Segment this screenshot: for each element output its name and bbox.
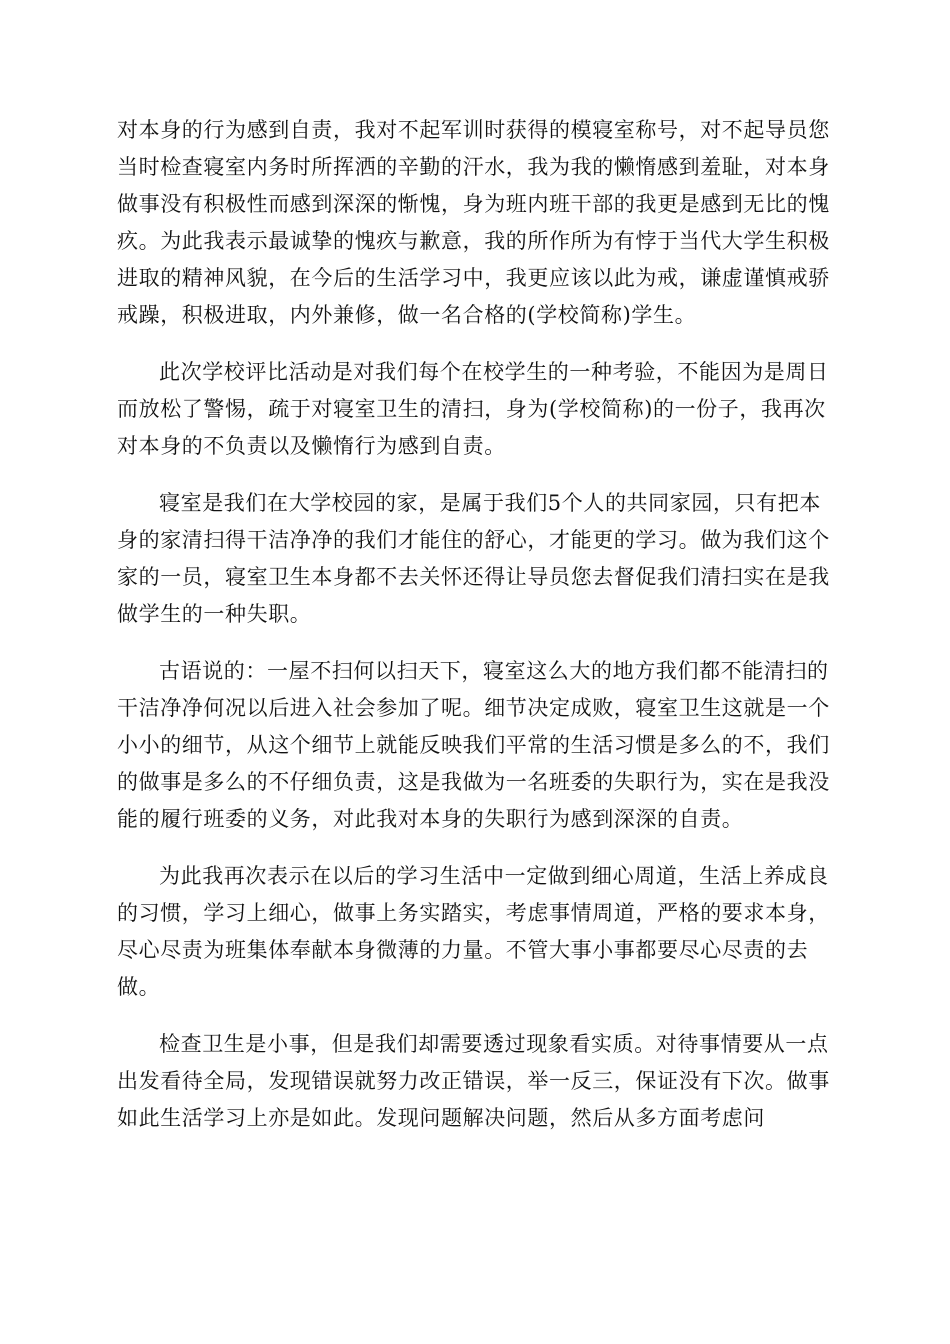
document-body [117, 112, 833, 1157]
paragraph-2: 此次学校评比活动是对我们每个在校学生的一种考验，不能因为是周日而放松了警惕，疏于对寝室卫生的清扫，身为(学校简称)的一份子，我再次对本身的不负责以及懒惰行为感到自责。 [117, 360, 829, 458]
paragraph-5: 为此我再次表示在以后的学习生活中一定做到细心周道，生活上养成良的习惯，学习上细心，做事上务实踏实，考虑事情周道，严格的要求本身，尽心尽责为班集体奉献本身微薄的力量。不管大事小事都要尽心尽责的去做。 [117, 864, 830, 999]
paragraph-3: 寝室是我们在大学校园的家，是属于我们5个人的共同家园，只有把本身的家清扫得干洁净净的我们才能住的舒心，才能更的学习。做为我们这个家的一员，寝室卫生本身都不去关怀还得让导员您去督促我们清扫实在是我做学生的一种失职。 [117, 491, 830, 626]
paragraph-4: 古语说的：一屋不扫何以扫天下，寝室这么大的地方我们都不能清扫的干洁净净何况以后进入社会参加了呢。细节决定成败，寝室卫生这就是一个小小的细节，从这个细节上就能反映我们平常的生活习惯是多么的不，我们的做事是多么的不仔细负责，这是我做为一名班委的失职行为，实在是我没能的履行班委的义务，对此我对本身的失职行为感到深深的自责。 [117, 659, 830, 831]
paragraph-1: 对本身的行为感到自责，我对不起军训时获得的模寝室称号，对不起导员您当时检查寝室内务时所挥洒的辛勤的汗水，我为我的懒惰感到羞耻，对本身做事没有积极性而感到深深的惭愧，身为班内班干部的我更是感到无比的愧疚。为此我表示最诚挚的愧疚与歉意，我的所作所为有悖于当代大学生积极进取的精神风貌，在今后的生活学习中，我更应该以此为戒，谦虚谨慎戒骄戒躁，积极进取，内外兼修，做一名合格的(学校简称)学生。 [117, 118, 830, 327]
paragraph-6: 检查卫生是小事，但是我们却需要透过现象看实质。对待事情要从一点出发看待全局，发现错误就努力改正错误，举一反三，保证没有下次。做事如此生活学习上亦是如此。发现问题解决问题，然后从多方面考虑问 [117, 1032, 830, 1130]
